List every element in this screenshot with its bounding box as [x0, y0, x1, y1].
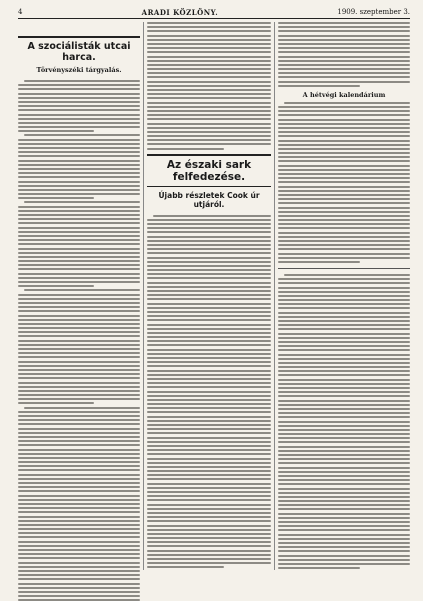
column-middle [147, 22, 271, 568]
column-divider [143, 22, 144, 570]
article-headline: Az északi sark felfedezése. [147, 154, 271, 187]
page-number: 4 [18, 7, 23, 16]
section-divider [278, 268, 410, 269]
issue-date: 1909. szeptember 3. [337, 7, 410, 16]
section-title: A hétvégi kalendárium [302, 90, 386, 99]
article-subhead: Újabb részletek Cook úr utjáról. [158, 190, 260, 209]
article-body [278, 22, 410, 87]
article-body [278, 274, 410, 569]
paper-title: ARADI KÖZLÖNY. [141, 7, 219, 17]
article-subhead: Törvényszéki tárgyalás. [36, 66, 122, 74]
article-body [147, 22, 271, 150]
masthead [18, 6, 410, 19]
article-headline: A szociálisták utcai harca. [18, 36, 140, 63]
column-left [18, 22, 140, 601]
article-body [18, 80, 140, 601]
article-body [147, 215, 271, 569]
column-divider [274, 22, 275, 570]
article-body [278, 102, 410, 263]
column-right [278, 22, 410, 569]
